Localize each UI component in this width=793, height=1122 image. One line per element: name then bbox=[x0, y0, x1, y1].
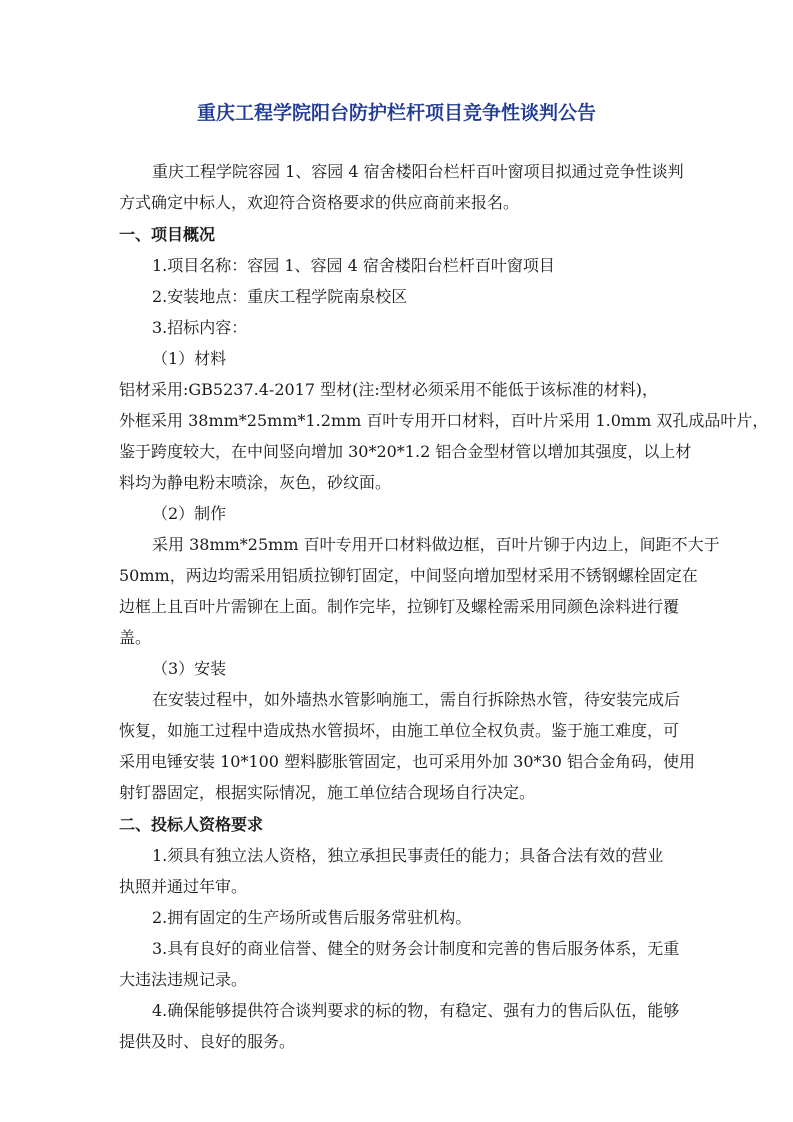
installation-line-3: 采用电锤安装 10*100 塑料膨胀管固定，也可采用外加 30*30 铝合金角码，使用 bbox=[119, 752, 695, 771]
installation-line-1: 在安装过程中，如外墙热水管影响施工，需自行拆除热水管，待安装完成后 bbox=[152, 690, 681, 709]
fabrication-line-4: 盖。 bbox=[119, 628, 152, 647]
qualification-1-line-1: 1.须具有独立法人资格，独立承担民事责任的能力；具备合法有效的营业 bbox=[152, 846, 664, 865]
qualification-3-line-1: 3.具有良好的商业信誉、健全的财务会计制度和完善的售后服务体系，无重 bbox=[152, 939, 680, 958]
overview-item-content: 3.招标内容： bbox=[152, 318, 248, 337]
subsection-label-installation: （3）安装 bbox=[152, 659, 227, 678]
fabrication-line-2: 50mm，两边均需采用铝质拉铆钉固定，中间竖向增加型材采用不锈钢螺栓固定在 bbox=[119, 566, 698, 585]
intro-line-1: 重庆工程学院容园 1、容园 4 宿舍楼阳台栏杆百叶窗项目拟通过竞争性谈判 bbox=[152, 162, 684, 181]
intro-line-2: 方式确定中标人，欢迎符合资格要求的供应商前来报名。 bbox=[119, 193, 520, 212]
section-heading-qualifications: 二、投标人资格要求 bbox=[119, 815, 264, 834]
qualification-2-line-1: 2.拥有固定的生产场所或售后服务常驻机构。 bbox=[152, 908, 472, 927]
fabrication-line-3: 边框上且百叶片需铆在上面。制作完毕，拉铆钉及螺栓需采用同颜色涂料进行覆 bbox=[119, 597, 680, 616]
qualification-3-line-2: 大违法违规记录。 bbox=[119, 970, 248, 989]
subsection-label-materials: （1）材料 bbox=[152, 349, 227, 368]
qualification-1-line-2: 执照并通过年审。 bbox=[119, 877, 248, 896]
qualification-4-line-1: 4.确保能够提供符合谈判要求的标的物，有稳定、强有力的售后队伍，能够 bbox=[152, 1001, 680, 1020]
materials-line-2: 外框采用 38mm*25mm*1.2mm 百叶专用开口材料，百叶片采用 1.0mm 双孔成品叶片， bbox=[119, 411, 769, 430]
overview-item-name: 1.项目名称：容园 1、容园 4 宿舍楼阳台栏杆百叶窗项目 bbox=[152, 256, 555, 275]
materials-line-4: 料均为静电粉末喷涂，灰色，砂纹面。 bbox=[119, 473, 392, 492]
installation-line-2: 恢复，如施工过程中造成热水管损坏，由施工单位全权负责。鉴于施工难度，可 bbox=[119, 721, 680, 740]
materials-line-3: 鉴于跨度较大，在中间竖向增加 30*20*1.2 铝合金型材管以增加其强度，以上材 bbox=[119, 442, 692, 461]
subsection-label-fabrication: （2）制作 bbox=[152, 504, 227, 523]
overview-item-location: 2.安装地点：重庆工程学院南泉校区 bbox=[152, 287, 408, 306]
section-heading-overview: 一、项目概况 bbox=[119, 225, 216, 244]
document-title: 重庆工程学院阳台防护栏杆项目竞争性谈判公告 bbox=[196, 102, 596, 124]
qualification-4-line-2: 提供及时、良好的服务。 bbox=[119, 1032, 296, 1051]
installation-line-4: 射钉器固定，根据实际情况，施工单位结合现场自行决定。 bbox=[119, 783, 536, 802]
materials-line-1: 铝材采用:GB5237.4-2017 型材(注:型材必须采用不能低于该标准的材料)， bbox=[119, 380, 659, 399]
fabrication-line-1: 采用 38mm*25mm 百叶专用开口材料做边框，百叶片铆于内边上，间距不大于 bbox=[152, 535, 720, 554]
